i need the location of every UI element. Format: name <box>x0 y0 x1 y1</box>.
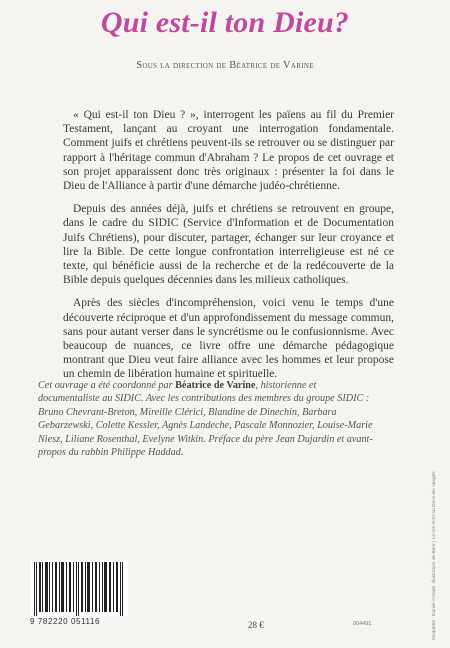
coordinator-name: Béatrice de Varine <box>175 380 256 391</box>
book-subtitle: Sous la direction de Béatrice de Varine <box>136 60 314 71</box>
credits-rest: , historienne et documentaliste au SIDIC. Avec les contributions des membres du groupe SIDIC : Bruno Chevrant-Breton, Mireille Clérici, Blandine de Dinechin, Barbara Gebarzewski, Colette Kessler, Agnès Landeche, Pascale Monnozier, Louise-Marie Niesz, Liliane Rosenthal, Evelyne Witkin. Préface du père Jean Dujardin et avant-propos du rabbin Philippe Haddad. <box>38 380 373 459</box>
isbn-digits: 9 782220 051116 <box>30 617 101 626</box>
paragraph: « Qui est-il ton Dieu ? », interrogent les païens au fil du Premier Testament, lançant au croyant une interrogation fondamentale. Comment juifs et chrétiens peuvent-ils se retrouver ou se distinguer par rapport à l'héritage commun d'Abraham ? Le propos de cet ouvrage et son projet apparaissent donc très originaux : présenter la foi dans le Dieu de l'Alliance à partir d'une démarche judéo-chrétienne. <box>63 109 394 193</box>
contributors-credits <box>38 379 378 459</box>
credits-lead: Cet ouvrage a été coordonné par <box>38 380 176 391</box>
price: 28 € <box>248 620 264 630</box>
product-code: 004491 <box>353 621 372 627</box>
paragraph: Depuis des années déjà, juifs et chrétiens se retrouvent en groupe, dans le cadre du SIDIC (Service d'Information et de Documentation Juifs Chrétiens), pour discuter, partager, échanger sur leur croyance et lire la Bible. De cette longue confrontation interreligieuse est né ce texte, qui bénéficie aussi de la recherche et de la redécouverte de la Bible depuis quelques décennies dans les milieux catholiques. <box>63 203 394 287</box>
barcode-icon <box>30 560 128 616</box>
design-credit: Maquette : Daniel Arnault. Illustration de Bertr | Le tiré mort au Dans les nuages <box>432 471 437 640</box>
back-cover-text <box>63 108 394 391</box>
paragraph: Après des siècles d'incompréhension, voici venu le temps d'une découverte réciproque et d'un approfondissement du message commun, sans pour autant verser dans le syncrétisme ou le confusionnisme. Avec beaucoup de nuances, ce livre offre une démarche pédagogique montrant que Dieu veut faire alliance avec les hommes et leur propose un chemin de libération humaine et spirituelle. <box>63 297 394 381</box>
isbn-barcode <box>30 560 128 626</box>
book-title: Qui est-il ton Dieu? <box>100 6 350 39</box>
